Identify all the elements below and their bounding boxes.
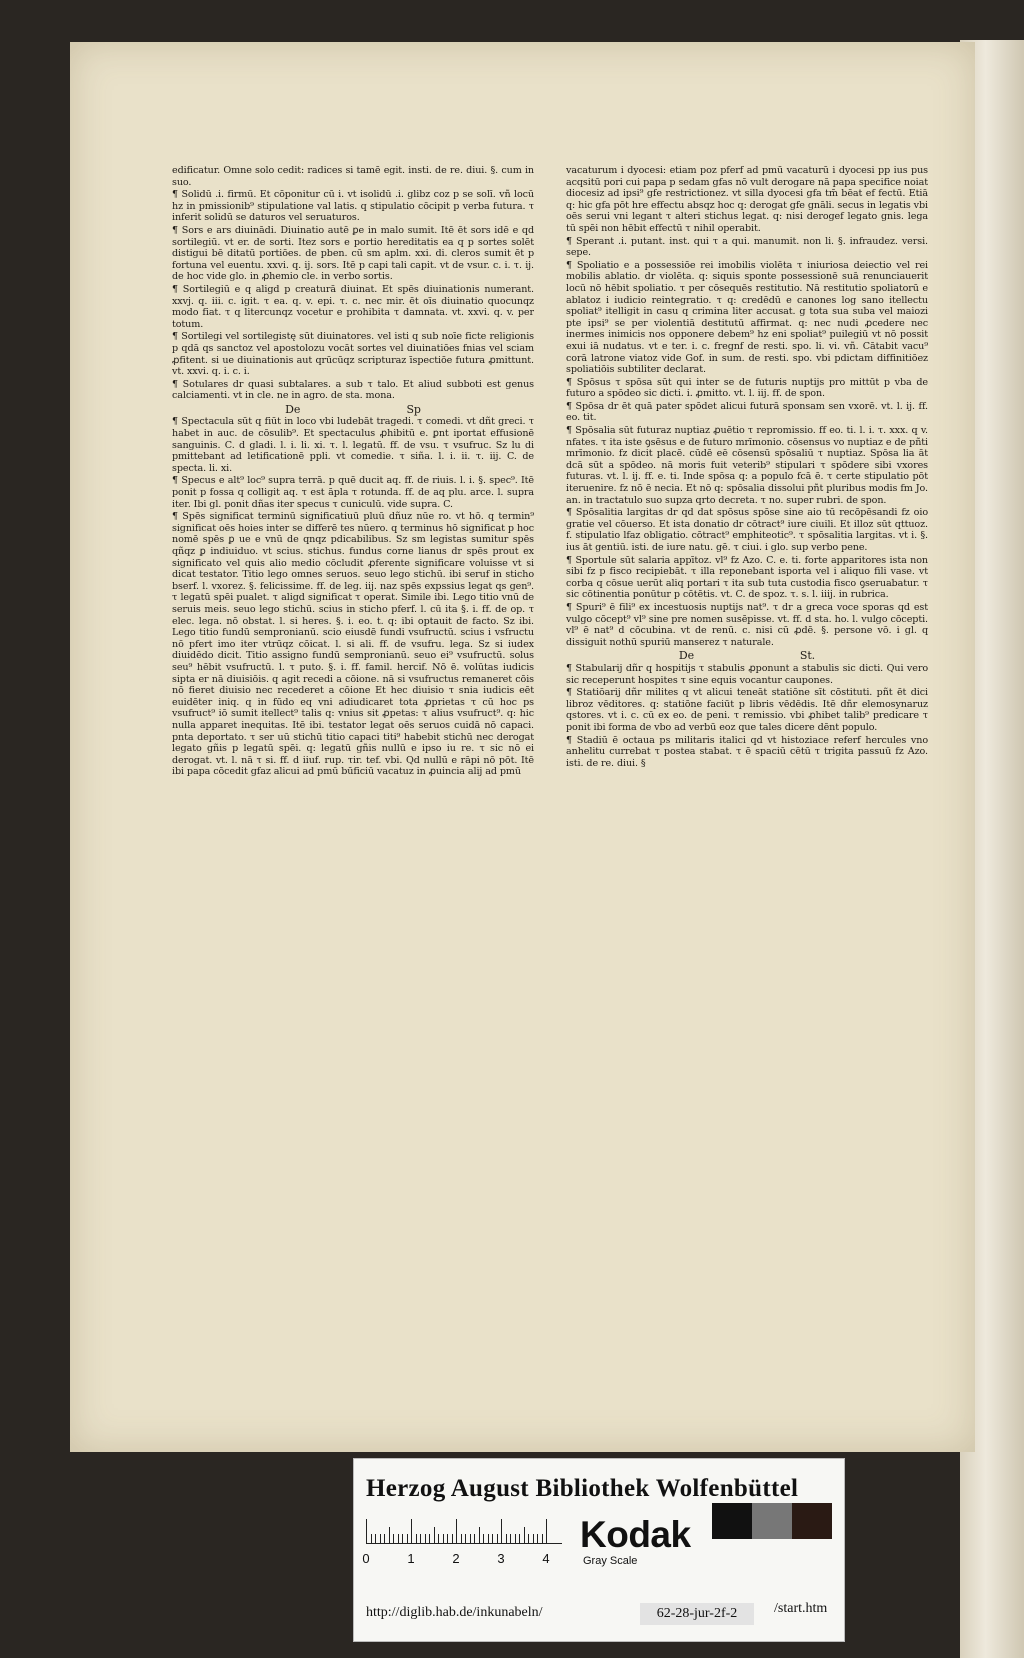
ruler-tick [398, 1534, 399, 1543]
text-paragraph: ¶ Sortilegiū e q aligd p creaturā diuinat. Et spēs diuinationis numerant. xxvj. q. iii. c. igit. τ ea. q. v. epi. τ. c. nec mir. ēt oīs diuinatio quocunqz modo fiat. τ q litercunqz vocetur e prohibita τ damnata. vt. xxvi. q. v. per totum. [172, 283, 534, 330]
text-paragraph: ¶ Stadiū ē octaua ps militaris italici qd vt histoziace referf hercules vno anhelitu currebat τ postea stabat. τ ē spaciū cētū τ trigita passuū fz Azo. isti. de re. diui. § [566, 734, 928, 769]
section-head-right: St. [799, 649, 816, 663]
ruler-number: 2 [452, 1551, 460, 1566]
text-paragraph: ¶ Spōsalia sūt futuraz nuptiaz ꝓuētio τ repromissio. ff eo. ti. l. i. τ. xxx. q v. nfates. τ ita iste ꝯsēsus e de futuro mrīmonio. cōsensus vo nuptiaz e de pñti mrīmonio. fz dicit placē. cūdē eē cōsensū spōsaliū τ nuptiaz. Spōsa lia āt dcā sūt a spōdeo. nā moris fuit veterib⁹ stipulari τ spōdere sibi vxores futuras. vt. l. ij. ff. e. ti. Inde spōsa q: a populo fcā ē. τ certe stipulatio pōt iteruenire. fz nō ē necia. Et nō q: spōsalia dissolui pñt pluribus modis fm Jo. an. in tractatulo suo supza qrto decreta. τ no. super rubri. de spon. [566, 425, 928, 506]
ruler-tick [411, 1519, 412, 1543]
section-heading-de-st [566, 650, 928, 662]
ruler-tick [524, 1527, 525, 1543]
ruler-number: 1 [407, 1551, 415, 1566]
start-page-link[interactable]: /start.htm [774, 1601, 828, 1616]
text-paragraph: ¶ Sors e ars diuinādi. Diuinatio autē ꝑe in malo sumit. Itē ēt sors idē e qd sortilegiū. vt er. de sorti. Itez sors e portio hereditatis ea q p sortes solēt distigui bē ditatū portiōes. de pben. cū sm aplm. xxi. di. cleros sumit ēt p fortuna vel euentu. xxvi. q. ij. sors. Itē p capi tali capit. vt de vsur. c. i. τ. ij. de hoc vide glo. in ꝓhemio cle. in verbo sortis. [172, 224, 534, 283]
text-paragraph: ¶ Sotulares dr quasi subtalares. a sub τ talo. Et aliud subboti est genus calciamenti. vt in cle. ne in agro. de sta. mona. [172, 378, 534, 402]
ruler-tick [542, 1534, 543, 1543]
ruler-tick [510, 1534, 511, 1543]
gray-scale-label: Gray Scale [583, 1555, 638, 1567]
text-paragraph: ¶ Spōsalitia largitas dr qd dat spōsus spōse sine aio tū recōpēsandi fz oio gratie vel cōuerso. Et ista donatio dr cōtract⁹ iure ciuili. Et illoz sūt qttuoz. f. stipulatio lfaz obligatio. cōtract⁹ emphiteotic⁹. τ spōsalitia largitas. vt i. §. ius āt gentiū. isti. de iure natu. gē. τ ciui. i glo. sup verbo pene. [566, 507, 928, 553]
text-paragraph: ¶ Sportule sūt salaria appītoz. vl⁹ fz Azo. C. e. ti. forte apparitores ista non sibi fz p fisco recipiebāt. τ illa reponebant isporta vel i aliquo fili vase. vt corba q cōsue uerūt aliq portari τ ita sub tuta custodia fisco ꝯseruabatur. τ sic cōtinentia ponūtur p cōtētis. vt. C. de spoz. τ. s. l. iiij. in rubrica. [566, 554, 928, 601]
ruler-tick [434, 1527, 435, 1543]
digital-library-link[interactable]: http://diglib.hab.de/inkunabeln/ [366, 1605, 543, 1620]
text-paragraph: ¶ Sperant .i. putant. inst. qui τ a qui. manumit. non li. §. infraudez. versi. sepe. [566, 235, 928, 259]
library-title: Herzog August Bibliothek Wolfenbüttel [366, 1475, 799, 1502]
ruler-tick [470, 1534, 471, 1543]
ruler-tick [488, 1534, 489, 1543]
ruler-tick [501, 1519, 502, 1543]
ruler-number: 3 [497, 1551, 505, 1566]
scale-ruler [366, 1517, 562, 1544]
left-column-paragraphs-continued [172, 416, 534, 777]
ruler-tick [425, 1534, 426, 1543]
text-columns [172, 165, 928, 1330]
ruler-tick [416, 1534, 417, 1543]
gray-patch-mid [752, 1503, 792, 1539]
ruler-tick [506, 1534, 507, 1543]
section-head-right: Sp [406, 402, 421, 416]
ruler-number: 4 [542, 1551, 550, 1566]
text-paragraph: ¶ Spōsus τ spōsa sūt qui inter se de futuris nuptijs pro mittūt p vba de futuro a spōdeo sic dicti. i. ꝓmitto. vt. l. iij. ff. de spon. [566, 376, 928, 400]
ruler-tick [452, 1534, 453, 1543]
text-paragraph: ¶ Spectacula sūt q fiūt in loco vbi ludebāt tragedi. τ comedi. vt dñt greci. τ habet in auc. de cōsulib⁹. Et spectaculus ꝓhibitū e. ꝑnt iportat effusionē sanguinis. C. d gladi. l. i. li. xi. τ. l. legatū. ff. de vsu. τ vsufruc. Sz lu di pmittebant ad letificationē ppli. vt comedie. τ siña. l. i. ii. τ. iij. C. de specta. li. xi. [172, 416, 534, 474]
calibration-card [353, 1458, 845, 1642]
text-paragraph: ¶ Spuri⁹ ē fili⁹ ex incestuosis nuptijs nat⁹. τ dr a greca voce sporas qd est vulgo cōcept⁹ vl⁹ sine pre nomen susēpisse. vt. ff. d sta. ho. l. vulgo cōcepti. vl⁹ ē nat⁹ d cōcubina. vt de renū. c. nisi cū ꝓdē. §. persone vō. i gl. q dissiguit nothū spuriū manserez τ naturale. [566, 601, 928, 648]
ruler-tick [407, 1534, 408, 1543]
ruler-tick [389, 1527, 390, 1543]
shelfmark-label: 62-28-jur-2f-2 [640, 1603, 754, 1625]
text-paragraph: vacaturum i dyocesi: etiam poz pferf ad pmū vacaturū i dyocesi pp ius pus acqsitū pori cui papa p sedam gfas nō vult derogare nā papa specifice noiat diocesiz ad ipsi⁹ gfe restrictionez. vt silla dyocesi gfa tm̄ bēat ef fectū. Etiā q: hic gfa pōt hre effectu absqz hoc q: derogat gfe gnāli. secus in legatis vbi oēs serui vni legant τ alteri stichus legat. q: nisi derogef legato gnis. lega tū spēi non hēbit effectū τ nihil operabit. [566, 165, 928, 234]
left-column-paragraphs [172, 165, 534, 402]
text-paragraph: ¶ Specus e alt⁹ loc⁹ supra terrā. p quē ducit aq. ff. de riuis. l. i. §. spec⁹. Itē ponit p fossa q colligit aq. τ est āpla τ rotunda. ff. de aq plu. arce. l. supra iter. Ibi gl. ponit dñas iter specus τ cuniculū. vide supra. C. [172, 475, 534, 510]
text-paragraph: ¶ Sortilegi vel sortilegistę sūt diuinatores. vel isti q sub noīe ficte religionis p qdā qs sanctoz vel apostolozu vocāt sortes vel diuinatiōes fnias vel sciam ꝓfitent. si ue diuinationis aut qrūcūqz scripturaz īspectiōe futura ꝓmittunt. vt. xxvi. q. i. c. i. [172, 331, 534, 378]
ruler-tick [492, 1534, 493, 1543]
ruler-tick [443, 1534, 444, 1543]
text-paragraph: ¶ Spōsa dr ēt quā pater spōdet alicui futurā sponsam sen vxorē. vt. l. ij. ff. eo. tit. [566, 400, 928, 424]
section-heading-de-sp [172, 404, 534, 416]
ruler-tick [528, 1534, 529, 1543]
ruler-tick [402, 1534, 403, 1543]
ruler-tick [483, 1534, 484, 1543]
right-column-paragraphs-continued [566, 663, 928, 769]
section-head-left: De [285, 402, 301, 416]
ruler-tick [479, 1527, 480, 1543]
ruler-tick [497, 1534, 498, 1543]
ruler-tick [515, 1534, 516, 1543]
ruler-tick [375, 1534, 376, 1543]
ruler-tick [429, 1534, 430, 1543]
ruler-tick [456, 1519, 457, 1543]
text-paragraph: edificatur. Omne solo cedit: radices si tamē egit. insti. de re. diui. §. cum in suo. [172, 165, 534, 188]
kodak-logo: Kodak [580, 1514, 691, 1555]
gray-patch-dark [792, 1503, 832, 1539]
ruler-tick [519, 1534, 520, 1543]
ruler-number: 0 [362, 1551, 370, 1566]
ruler-tick [420, 1534, 421, 1543]
text-paragraph: ¶ Solidū .i. firmū. Et cōponitur cū i. vt isolidū .i. glibz coz p se solī. vñ locū hz in pmissionib⁹ stipulatione val latis. q stipulatio cōcipit p verba futura. τ inferit solidū se daturos vel seruaturos. [172, 189, 534, 224]
text-paragraph: ¶ Spēs significat terminū significatiuū pluū dñuz nūe ro. vt hō. q termin⁹ significat oēs hoies inter se differē tes nūero. q terminus hō significat p hoc nomē spēs ꝑ ue e vnū de qnqz pdicabilibus. Sz sm legistas sumitur spēs qñqz ꝑ indiuiduo. vt scius. stichus. fundus corne lianus dr spēs prout ex significato vel quis alio medio cōcludit ꝓferente significare voluisse vt si dicat testator. Titio lego omnes seruos. seuo lego stichū. ibi seruf in sticho bserf. l. vxorez. §. felicissime. ff. de leg. iij. naz spēs expssius legat qs gen⁹. τ legatū spēi pualet. τ aligd significat τ operat. Simile ibi. Lego titio vnū de seruis meis. seuo lego stichū. scius in sticho pferf. l. cū ita §. i. ff. de op. τ elec. lega. nō obstat. l. si heres. §. i. eo. t. q: ibi optauit de facto. Sz ibi. Lego titio fundū sempronianū. scio eiusdē fundi vsufructū. scius i vsfructu nō pfert imo iter vtrūqz cōicat. l. si ali. ff. de vsufru. lega. Sz si iudex diuidēdo dicit. Titio assigno fundū sempronianū. seuo ei⁹ vsufructū. solus seu⁹ hēbit vsufructū. l. τ puto. §. i. ff. famil. hercif. Nō ē. volūtas iudicis sipta er nā diuisiōis. q agit recedi a cōione. nā si vsufructus remaneret cōis nō fieret diuisio nec recederet a cōione Et hec diuisio τ snia iudicis eēt euidēter iniq. q in fūdo eq vni adiudicaret tota ꝓprietas τ cū hoc ps vsufruct⁹ iō sumit itellect⁹ talis q: vnius sit ꝓpetas: τ alius vsufruct⁹. q: hic nulla apparet inequitas. Itē ibi. testator legat oēs seruos cuidā nō capaci. pnta deportato. τ ser uū stichū titio capaci titi⁹ habebit stichū nec derogat legato gñis p legatū spēi. q: legatū gñis nullū e ipso iu re. τ sic nō ei derogat. vt. l. nā τ si. ff. d iiuf. rup. τir. tef. vbi. Qd nullū e rāpi nō pōt. Itē ibi papa cōcedit gfaz alicui ad pmū būficiū vacatuz in ꝓuincia alij ad pmū [172, 511, 534, 778]
ruler-tick [393, 1534, 394, 1543]
ruler-tick [474, 1534, 475, 1543]
ruler-tick [537, 1534, 538, 1543]
ruler-tick [447, 1534, 448, 1543]
ruler-tick [461, 1534, 462, 1543]
gray-patch-black [712, 1503, 752, 1539]
ruler-tick [546, 1519, 547, 1543]
ruler-tick [371, 1534, 372, 1543]
ruler-tick [465, 1534, 466, 1543]
section-head-left: De [678, 649, 695, 663]
ruler-tick [380, 1534, 381, 1543]
ruler-tick [384, 1534, 385, 1543]
ruler-numbers [362, 1551, 562, 1567]
left-column [172, 165, 534, 1330]
text-paragraph: ¶ Stabularij dñr q hospitijs τ stabulis ꝓponunt a stabulis sic dicti. Qui vero sic receperunt hospites τ sine equis vocantur caupones. [566, 662, 928, 686]
right-column-paragraphs [566, 165, 928, 648]
ruler-tick [533, 1534, 534, 1543]
ruler-tick [366, 1519, 367, 1543]
right-column [566, 165, 928, 1330]
text-paragraph: ¶ Spoliatio e a possessiōe rei imobilis violēta τ iniuriosa deiectio vel rei mobilis ablatio. dr violēta. q: siquis sponte possessionē suā renunciauerit locū nō hēbit spoliatio. τ per cōsequēs restitutio. Nā restitutio spoliatorū e ablatoz i iudicio reintegratio. τ q: credēdū e canones log sano itellectu spoliat⁹ itelligit in casu q crimina liter accusat. g tota sua suba vel maiozi pte ipsi⁹ se per violentiā destitutū affirmat. q: nec nudi ꝓcedere nec inermes inimicis nos opponere debem⁹ hz eni spoliat⁹ puilegiū vt nō possit exui iā nudatus. vt e ter. i. c. fregnf de resti. spo. li. vi. vñ. Cātabit vacu⁹ corā latrone viatoz vide Gof. in sum. de resti. spo. vbi pdictam diffinitiōez spoliatiōis subtiliter declarat. [566, 259, 928, 376]
text-paragraph: ¶ Statiōarij dñr milites q vt alicui teneāt statiōne sīt cōstituti. pñt ēt dici libroz vēditores. q: statiōne faciūt p libris vēdēdis. Itē dñr elemosynaruz qstores. vt i. c. cū ex eo. de peni. τ remissio. vbi ꝓhibet talib⁹ predicare τ ponit ibi forma de vbo ad verbū eoz que tales dicere dēnt populo. [566, 687, 928, 733]
ruler-tick [438, 1534, 439, 1543]
